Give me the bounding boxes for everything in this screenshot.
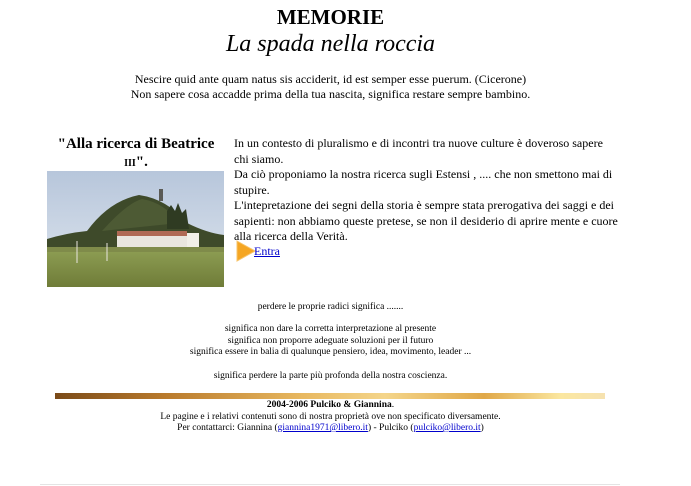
decorative-divider	[55, 393, 605, 399]
footer-copyright	[0, 400, 661, 412]
intro-paragraph-3: L'intepretazione dei segni della storia è sempre stata prerogativa dei saggi e dei sapienti: non abbiamo queste pretese, se non il desiderio di aprire mente e cuore alla ricerca della Verità.	[234, 198, 618, 243]
beatrice-heading-text: "Alla ricerca di Beatrice	[57, 136, 215, 152]
significa-item: significa non proporre adeguate soluzioni per il futuro	[227, 335, 434, 346]
radici-text: perdere le proprie radici significa .......	[257, 302, 404, 312]
email-link-giannina[interactable]: giannina1971@libero.it	[277, 423, 368, 433]
left-column	[47, 135, 225, 173]
footer-rights: Le pagine e i relativi contenuti sono di nostra proprietà ove non specificato diversamente.	[160, 411, 501, 422]
significa-final: significa perdere la parte più profonda della nostra coscienza.	[213, 371, 448, 381]
intro-text	[234, 136, 619, 245]
significa-list	[0, 324, 661, 359]
intro-paragraph-2: Da ciò proponiamo la nostra ricerca sugli Estensi , .... che non smettono mai di stupire.	[234, 167, 613, 197]
beatrice-heading-roman: III	[124, 158, 136, 169]
copyright-text: 2004-2006 Pulciko & Giannina	[266, 400, 392, 410]
beatrice-heading	[47, 135, 225, 173]
entra-link-group[interactable]	[236, 240, 280, 262]
footer	[0, 400, 661, 435]
quote-latin: Nescire quid ante quam natus sis acciderit, id est semper esse puerum. (Cicerone)	[134, 72, 527, 86]
significa-item: significa non dare la corretta interpretazione al presente	[224, 324, 437, 334]
contact-suffix: )	[480, 423, 484, 433]
copyright-end: .	[391, 400, 395, 410]
arrow-right-icon[interactable]	[236, 240, 256, 262]
bottom-divider	[40, 484, 620, 485]
quote-italian: Non sapere cosa accadde prima della tua nascita, significa restare sempre bambino.	[130, 87, 531, 101]
entra-link[interactable]: Entra	[254, 243, 280, 258]
page-subtitle: La spada nella roccia	[225, 31, 436, 57]
footer-contact	[0, 423, 661, 435]
intro-paragraph-1: In un contesto di pluralismo e di incontri tra nuove culture è doveroso sapere chi siamo.	[234, 136, 603, 166]
significa-item: significa essere in balia di qualunque pensiero, idea, movimento, leader ...	[189, 347, 472, 357]
email-link-pulciko[interactable]: pulciko@libero.it	[413, 423, 481, 433]
contact-prefix: Per contattarci: Giannina (	[177, 423, 278, 433]
contact-mid: ) - Pulciko (	[367, 423, 414, 433]
quote-block	[0, 72, 661, 102]
beatrice-heading-end: ".	[135, 154, 148, 170]
hill-photo	[47, 171, 224, 287]
page-title: MEMORIE	[276, 5, 385, 29]
